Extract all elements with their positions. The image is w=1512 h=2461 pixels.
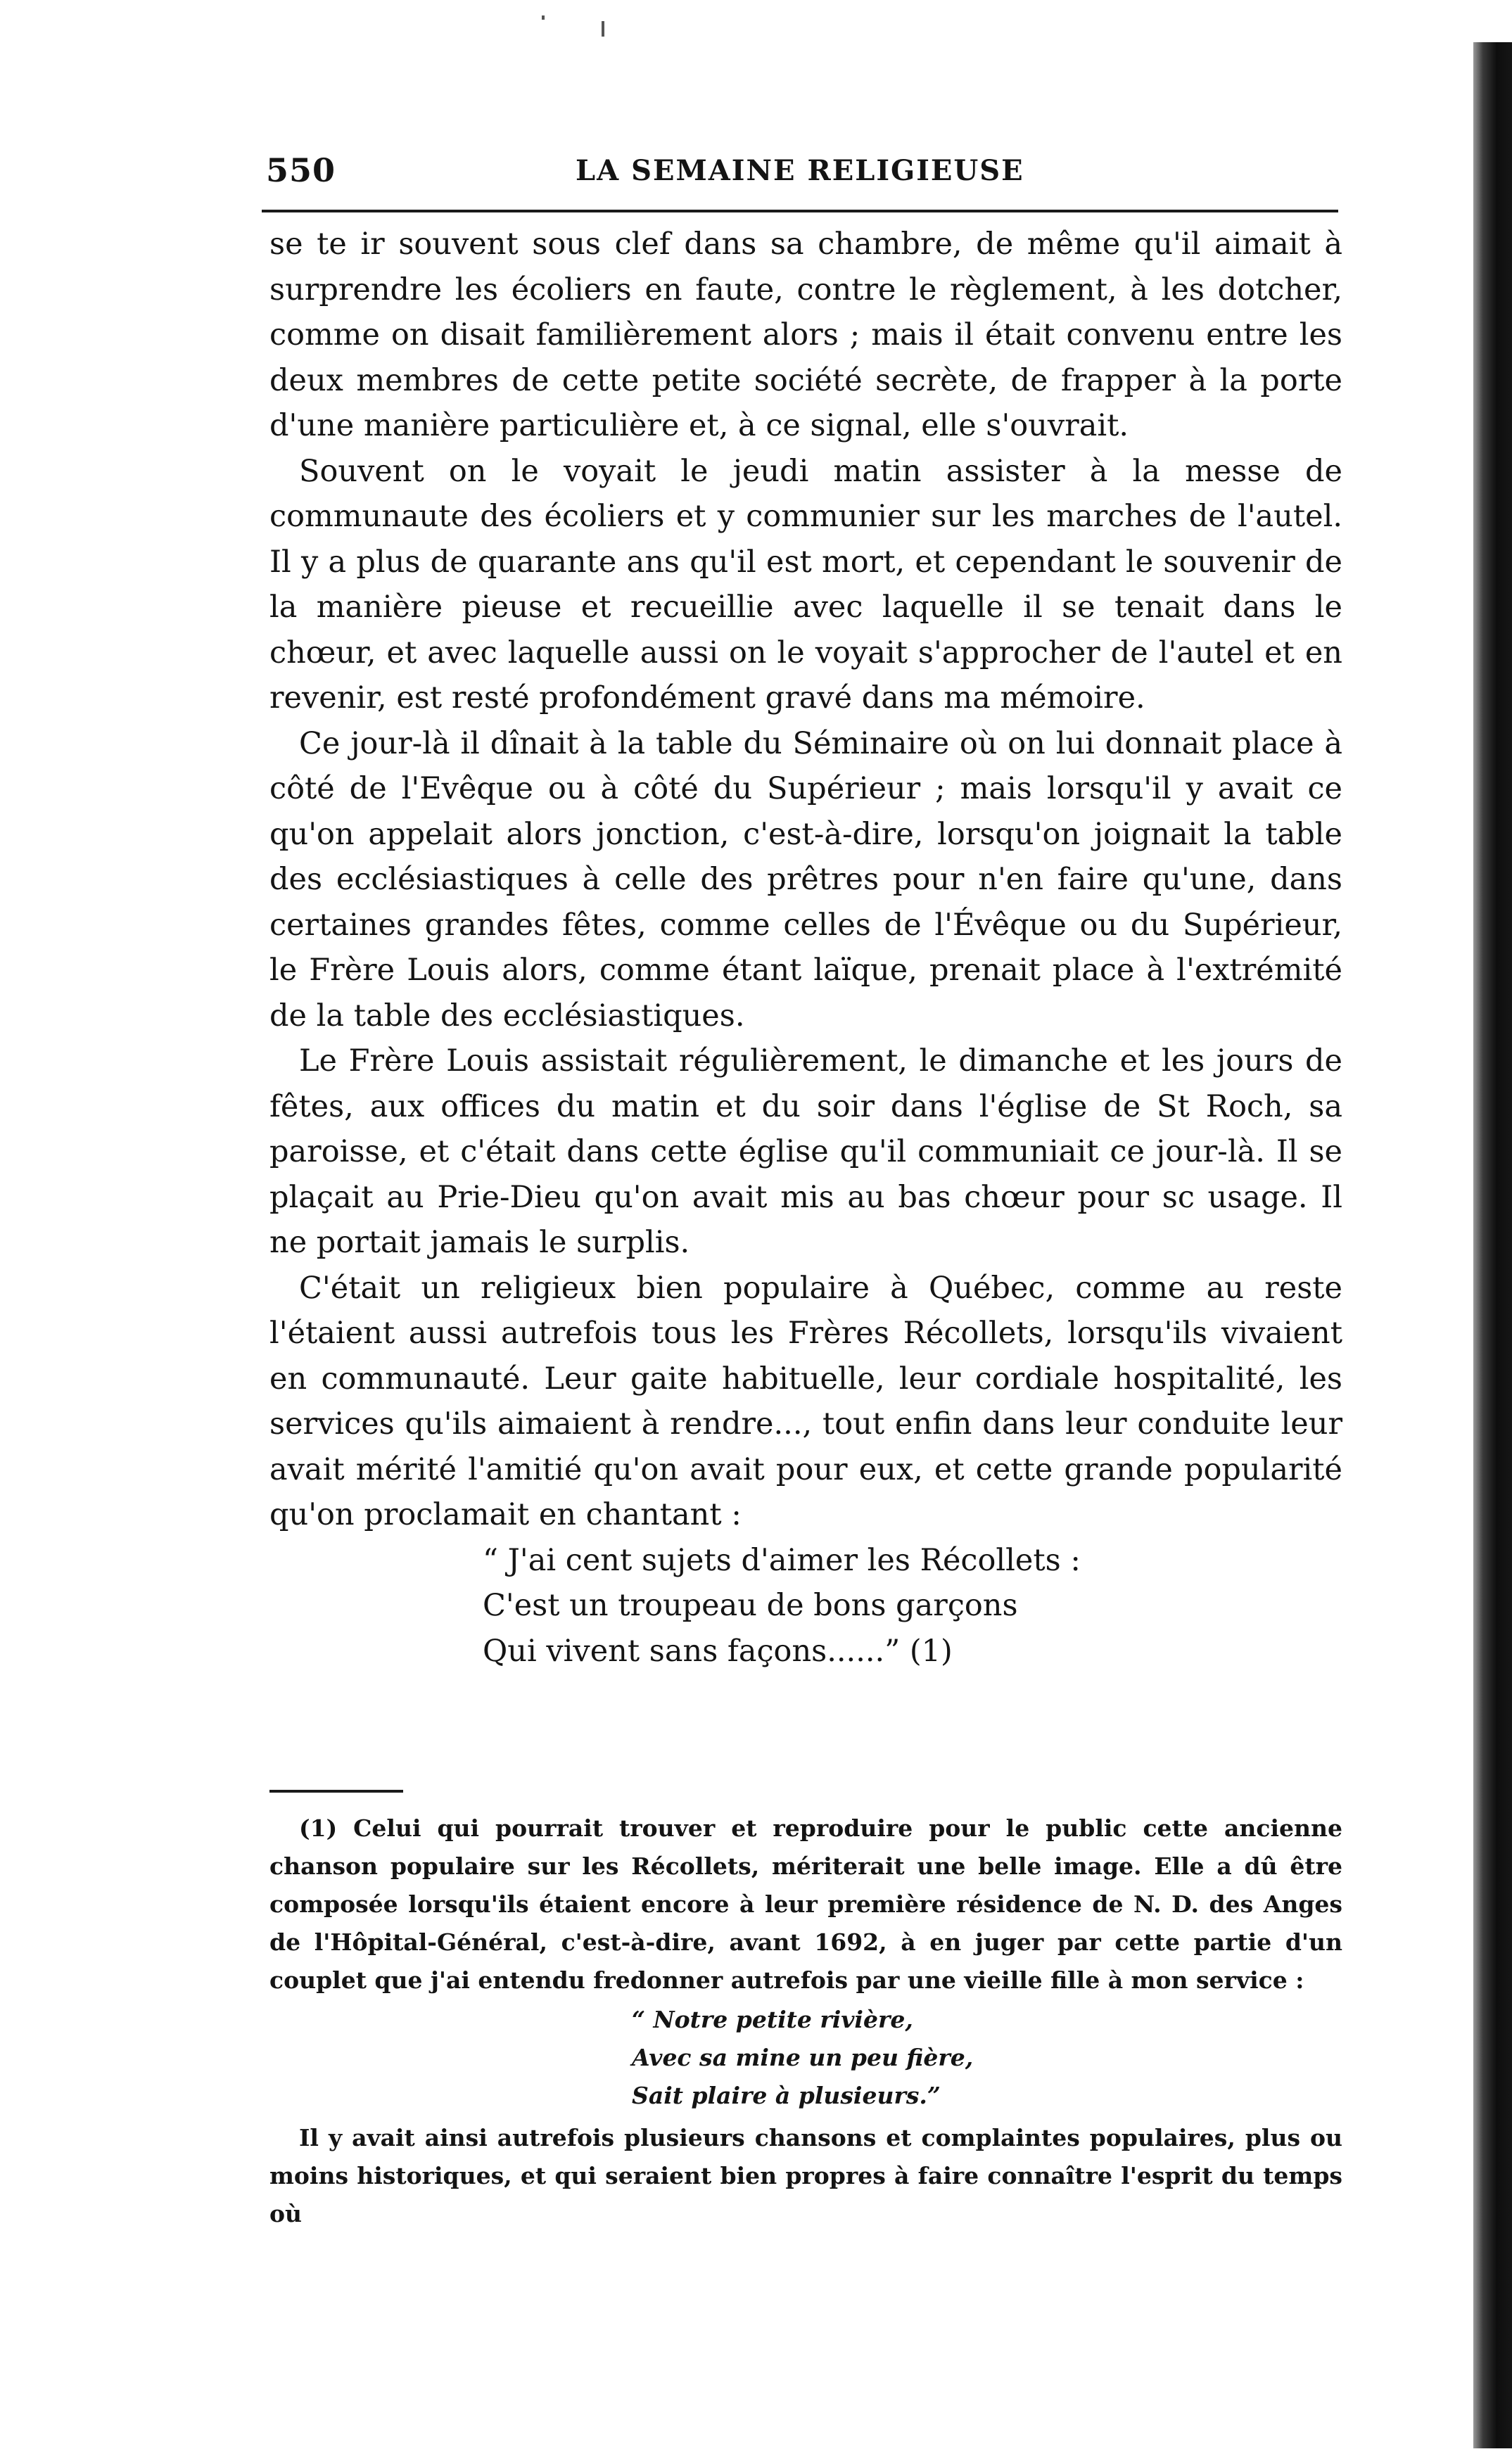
page-header [266, 144, 1342, 201]
page-number: 550 [266, 151, 336, 189]
verse-line: C'est un troupeau de bons garçons [483, 1588, 1018, 1623]
paragraph: se te ir souvent sous clef dans sa chambre, de même qu'il aimait à surprendre les écoliers en faute, contre le règlement, à les dotcher, comme on disait familièrement alors ; mais il était convenu entre les deux membres de cette petite société secrète, de frapper à la porte d'une manière particulière et, à ce signal, elle s'ouvrait. [269, 227, 1342, 443]
verse-line: Avec sa mine un peu fière, [632, 2044, 974, 2071]
song-verse [269, 1538, 1342, 1674]
paragraph: Le Frère Louis assistait régulièrement, le dimanche et les jours de fêtes, aux offices du matin et du soir dans l'église de St Roch, sa paroisse, et c'était dans cette église qu'il communiait ce jour-là. Il se plaçait au Prie-Dieu qu'on avait mis au bas chœur pour sc usage. Il ne portait jamais le surplis. [269, 1043, 1342, 1260]
scan-speck [602, 21, 604, 37]
paragraph: C'était un religieux bien populaire à Québec, comme au reste l'étaient aussi autrefois tous les Frères Récollets, lorsqu'ils vivaient en communauté. Leur gaite habituelle, leur cordiale hospitalité, les services qu'ils aimaient à rendre..., tout enfin dans leur conduite leur avait mérité l'amitié qu'on avait pour eux, et cette grande popularité qu'on proclamait en chantant : [269, 1270, 1342, 1532]
verse-line: Qui vivent sans façons......” (1) [483, 1633, 953, 1669]
scan-edge-shadow [1473, 42, 1512, 2448]
footnote: (1) Celui qui pourrait trouver et reproduire pour le public cette ancienne chanson populaire sur les Récollets, mériterait une belle image. Elle a dû être composée lorsqu'ils étaient encore à leur première résidence de N. D. des Anges de l'Hôpital-Général, c'est-à-dire, avant 1692, à en juger par cette partie d'un couplet que j'ai entendu fredonner autrefois par une vieille fille à mon service : [269, 1814, 1342, 1994]
running-head: LA SEMAINE RELIGIEUSE [576, 154, 1024, 187]
footnote: Il y avait ainsi autrefois plusieurs chansons et complaintes populaires, plus ou moins historiques, et qui seraient bien propres à faire connaître l'esprit du temps où [269, 2124, 1342, 2227]
footnotes [269, 1810, 1342, 2233]
paragraph: Ce jour-là il dînait à la table du Séminaire où on lui donnait place à côté de l'Evêque ou à côté du Supérieur ; mais lorsqu'il y avait ce qu'on appelait alors jonction, c'est-à-dire, lorsqu'on joignait la table des ecclésiastiques à celle des prêtres pour n'en faire qu'une, dans certaines grandes fêtes, comme celles de l'Évêque ou du Supérieur, le Frère Louis alors, comme étant laïque, prenait place à l'extrémité de la table des ecclésiastiques. [269, 725, 1342, 1034]
verse-line: “ J'ai cent sujets d'aimer les Récollets : [483, 1542, 1081, 1578]
footnote-verse [269, 2001, 1342, 2115]
scan-speck [542, 15, 545, 20]
body-text [269, 222, 1342, 1674]
verse-line: Sait plaire à plusieurs.” [632, 2082, 941, 2109]
verse-line: “ Notre petite rivière, [632, 2006, 913, 2033]
paragraph: Souvent on le voyait le jeudi matin assister à la messe de communaute des écoliers et y communier sur les marches de l'autel. Il y a plus de quarante ans qu'il est mort, et cependant le souvenir de la manière pieuse et recueillie avec laquelle il se tenait dans le chœur, et avec laquelle aussi on le voyait s'approcher de l'autel et en revenir, est resté profondément gravé dans ma mémoire. [269, 453, 1342, 716]
footnote-rule [269, 1790, 403, 1793]
header-rule [262, 210, 1338, 212]
